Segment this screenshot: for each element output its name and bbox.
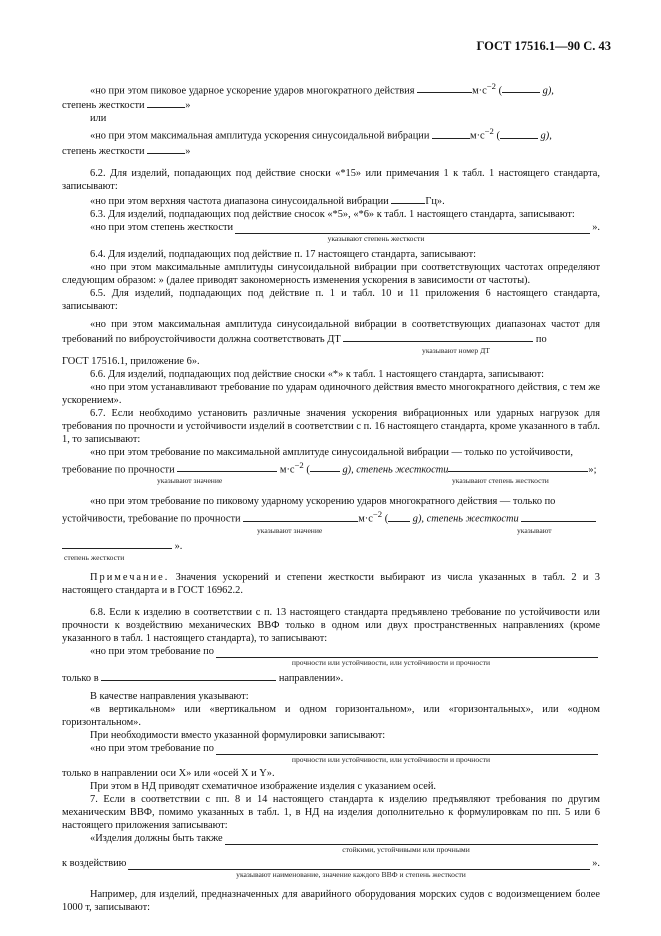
text: «но при этом пиковое ударное ускорение ударов многократного действия xyxy=(90,85,415,97)
blank xyxy=(243,511,358,522)
blank xyxy=(343,331,533,342)
text: только в xyxy=(62,672,99,684)
blank xyxy=(216,647,598,658)
captions-row-2 xyxy=(62,526,600,536)
text: по xyxy=(535,333,547,345)
content xyxy=(62,80,600,914)
note-heading: Примечание. xyxy=(90,571,170,583)
text: «но при этом максимальная амплитуда ускорения синусоидальной вибрации xyxy=(90,130,430,142)
caption: стойкими, устойчивыми или прочными xyxy=(342,844,470,854)
line-severity-3: «но при этом степень жесткости ». xyxy=(90,221,600,233)
caption: указывают номер ДТ xyxy=(422,345,490,355)
blank xyxy=(432,128,470,139)
text: требование по прочности xyxy=(62,464,175,476)
para-7: 7. Если в соответствии с пп. 8 и 14 настоящего стандарта к изделию предъявляют требования по другим механическим ВВФ, помимо указанных в табл. 1, в НД на изделия дополнительно к формулировкам по пп. 5 или 6 настоящего приложения записывают: xyxy=(62,793,600,831)
caption: указывают степень жесткости xyxy=(452,476,549,486)
caption: указывают xyxy=(517,525,552,535)
text: «но при этом требование по xyxy=(90,645,214,657)
blank xyxy=(235,223,590,234)
para-6-4b: «но при этом максимальные амплитуды синусоидальной вибрации при соответствующих частотах определяют следующим образом: » (далее приводят закономерность изменения ускорения в зависимости от частоты). xyxy=(62,261,600,286)
line-must-be xyxy=(62,832,600,845)
para-6-7: 6.7. Если необходимо установить различные значения ускорения вибрационных или ударных нагрузок для требования по прочности и устойчивости изделий в соответствии с п. 16 настоящего стандарта, кроме указанного в табл. 1, то записывают: xyxy=(62,407,600,445)
line-req-2 xyxy=(62,742,600,755)
blank xyxy=(216,744,598,755)
line-severity-1: степень жесткости » xyxy=(62,97,600,112)
blank xyxy=(101,670,276,681)
para-6-7e: «но при этом требование по пиковому ударному ускорению ударов многократного действия — только по xyxy=(90,496,556,508)
text: g), степень жесткости xyxy=(342,464,449,476)
unit-g: g), xyxy=(542,85,554,97)
blank xyxy=(448,461,588,472)
text: к воздействию xyxy=(62,857,127,869)
blank xyxy=(177,461,277,472)
caption: прочности или устойчивости, или устойчивости и прочности xyxy=(291,754,491,764)
para-6-7f: устойчивости, требование по прочности $м\cdot с^{-2}$ ( g), степень жесткости xyxy=(62,508,600,525)
blank xyxy=(310,461,340,472)
line-end: ». xyxy=(62,538,600,553)
text: направлении». xyxy=(278,672,344,684)
line-peak-shock: «но при этом пиковое ударное ускорение ударов многократного действия $м\cdot с^{-2}$ ( g), xyxy=(90,81,554,97)
caption: указывают наименование, значение каждого ВВФ и степень жесткости xyxy=(236,869,466,879)
line-max-amplitude: «но при этом максимальная амплитуда ускорения синусоидальной вибрации $м\cdot с^{-2}$ ( g), xyxy=(90,126,552,142)
blank xyxy=(128,859,590,870)
or-text: или xyxy=(90,113,107,125)
text: «но при этом верхняя частота диапазона синусоидальной вибрации xyxy=(90,195,389,207)
para-6-5d: ГОСТ 17516.1, приложение 6». xyxy=(62,355,200,367)
para-7d: Например, для изделий, предназначенных для аварийного оборудования морских судов с водоизмещением более 1000 т, записывают: xyxy=(62,888,600,913)
unit: м·с xyxy=(358,513,373,525)
note-text: Значения ускорений и степени жесткости выбирают из числа указанных в табл. 2 и 3 настоящего стандарта и в ГОСТ 16962.2. xyxy=(62,571,600,596)
para-6-3: 6.3. Для изделий, подпадающих под действие сносок «*5», «*6» к табл. 1 настоящего стандарта, записывают: xyxy=(90,208,575,220)
para-6-8g: При необходимости вместо указанной формулировки записывают: xyxy=(90,729,386,741)
para-6-5: 6.5. Для изделий, подпадающих под действие п. 1 и табл. 10 и 11 приложения 6 настоящего стандарта, записывают: xyxy=(62,287,600,312)
blank xyxy=(147,97,185,108)
text: «но при этом максимальная амплитуда синусоидальной вибрации в соответствующих диапазонах частот для требований по виброустойчивости должна соответствовать ДТ xyxy=(62,318,600,345)
para-6-6: 6.6. Для изделий, подпадающих под действие сноски «*» к табл. 1 настоящего стандарта, записывают: xyxy=(90,368,545,380)
blank xyxy=(500,128,538,139)
text: устойчивости, требование по прочности xyxy=(62,513,241,525)
para-6-7b: «но при этом требование по максимальной амплитуде синусоидальной вибрации — только по устойчивости, xyxy=(90,446,573,458)
text: «Изделия должны быть также xyxy=(90,832,223,844)
caption: указывают значение xyxy=(257,525,323,535)
para-6-8e: В качестве направления указывают: xyxy=(90,690,249,702)
para-6-8: 6.8. Если к изделию в соответствии с п. 13 настоящего стандарта предъявлено требование по устойчивости или прочности к воздействию механических ВВФ только в одном или двух пространственных направлениях (кроме указанного в табл. 1 настоящего стандарта), то записывают: xyxy=(62,606,600,644)
para-6-8i: только в направлении оси X» или «осей X и Y». xyxy=(62,767,275,779)
caption: степень жесткости xyxy=(64,552,125,562)
unit: м·с xyxy=(472,85,487,97)
blank xyxy=(391,193,425,204)
para-6-8f: «в вертикальном» или «вертикальном и одном горизонтальном», или «горизонтальных», или «одном горизонтальном». xyxy=(62,703,600,728)
caption: прочности или устойчивости, или устойчивости и прочности xyxy=(291,657,491,667)
para-6-4: 6.4. Для изделий, подпадающих под действие п. 17 настоящего стандарта, записывают: xyxy=(90,248,476,260)
caption: указывают степень жесткости xyxy=(327,233,425,243)
blank xyxy=(62,538,172,549)
blank xyxy=(388,511,410,522)
captions-row xyxy=(62,476,600,486)
blank xyxy=(502,82,540,93)
line-upper-freq xyxy=(62,193,600,208)
blank xyxy=(521,511,596,522)
note xyxy=(62,571,600,597)
line-severity-2: степень жесткости » xyxy=(62,143,600,158)
para-6-8j: При этом в НД приводят схематичное изображение изделия с указанием осей. xyxy=(90,780,436,792)
text: «но при этом степень жесткости xyxy=(90,221,234,233)
text: g), степень жесткости xyxy=(412,513,519,525)
unit: м·с xyxy=(470,130,485,142)
page-header: ГОСТ 17516.1—90 С. 43 xyxy=(476,39,611,53)
blank xyxy=(147,143,185,154)
line-exposure: к воздействию ». xyxy=(62,857,600,869)
para-6-6b: «но при этом устанавливают требование по ударам одиночного действия вместо многократного действия, с тем же ускорением». xyxy=(62,381,600,406)
unit-g: g), xyxy=(540,130,552,142)
line-req xyxy=(62,645,600,658)
unit: м·с xyxy=(279,464,295,476)
caption: указывают значение xyxy=(157,476,223,486)
line-only-in xyxy=(62,670,600,685)
para-6-5b xyxy=(62,318,600,346)
text: степень жесткости xyxy=(62,100,145,112)
text: Гц». xyxy=(425,195,445,207)
text: «но при этом требование по xyxy=(90,742,214,754)
blank xyxy=(225,834,598,845)
text: степень жесткости xyxy=(62,145,145,157)
para-6-7c: требование по прочности $м\cdot с^{-2}$ ( g), степень жесткости »; xyxy=(62,459,597,476)
blank xyxy=(417,82,472,93)
para-6-2: 6.2. Для изделий, попадающих под действие сноски «*15» или примечания 1 к табл. 1 настоящего стандарта, записывают: xyxy=(62,167,600,192)
